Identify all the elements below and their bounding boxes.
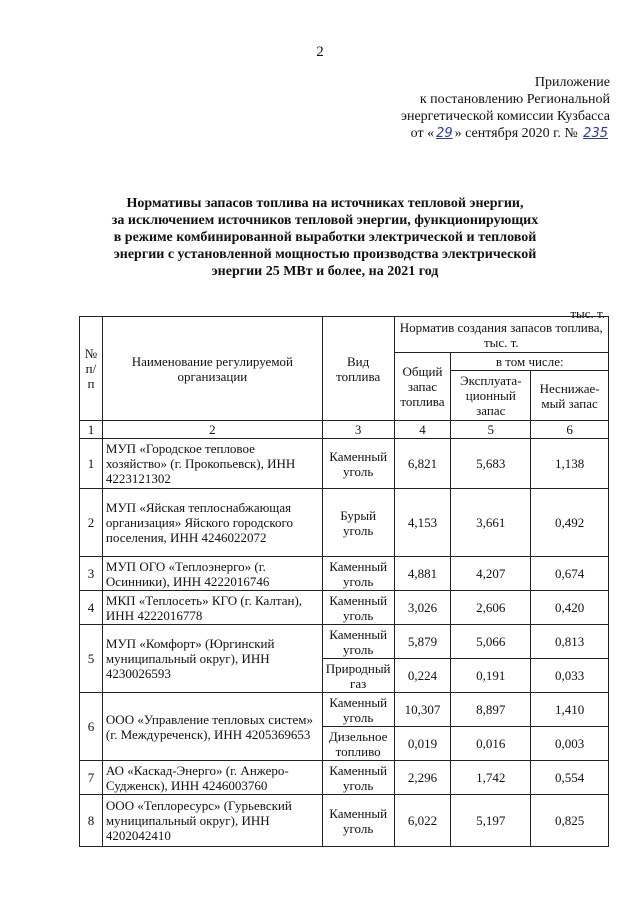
row-fuel: Каменный уголь (322, 795, 394, 847)
row-total: 5,879 (394, 625, 451, 659)
row-total: 4,153 (394, 489, 451, 557)
row-total: 2,296 (394, 761, 451, 795)
col-number: 6 (531, 421, 609, 439)
table-row (80, 439, 609, 489)
row-reserve: 0,033 (531, 659, 609, 693)
row-operational: 8,897 (451, 693, 531, 727)
row-num: 7 (80, 761, 103, 795)
title-line: Нормативы запасов топлива на источниках тепловой энергии, (126, 196, 524, 211)
row-fuel: Каменный уголь (322, 625, 394, 659)
row-fuel: Каменный уголь (322, 591, 394, 625)
header-total: Общий запас топлива (394, 353, 451, 421)
row-operational: 1,742 (451, 761, 531, 795)
title-line: энергии с установленной мощностью производства электрической (113, 247, 537, 262)
row-operational: 0,016 (451, 727, 531, 761)
row-fuel: Каменный уголь (322, 761, 394, 795)
table-row (80, 591, 609, 625)
table-row (80, 761, 609, 795)
row-total: 0,019 (394, 727, 451, 761)
appendix-line: энергетической комиссии Кузбасса (400, 109, 610, 124)
row-reserve: 0,674 (531, 557, 609, 591)
col-number: 5 (451, 421, 531, 439)
row-org: МУП «Комфорт» (Юргинский муниципальный округ), ИНН 4230026593 (102, 625, 322, 693)
row-operational: 4,207 (451, 557, 531, 591)
row-reserve: 0,554 (531, 761, 609, 795)
row-total: 0,224 (394, 659, 451, 693)
table-row (80, 795, 609, 847)
row-total: 3,026 (394, 591, 451, 625)
col-number: 4 (394, 421, 451, 439)
row-reserve: 1,410 (531, 693, 609, 727)
row-total: 4,881 (394, 557, 451, 591)
title-line: энергии 25 МВт и более, на 2021 год (211, 264, 439, 279)
col-number: 3 (322, 421, 394, 439)
row-reserve: 0,492 (531, 489, 609, 557)
row-org: МУП «Городское тепловое хозяйство» (г. Прокопьевск), ИНН 4223121302 (102, 439, 322, 489)
row-reserve: 0,420 (531, 591, 609, 625)
row-fuel: Бурый уголь (322, 489, 394, 557)
document-title (95, 195, 555, 280)
table-row (80, 625, 609, 659)
fuel-norms-table (79, 316, 609, 847)
row-fuel: Каменный уголь (322, 693, 394, 727)
header-org: Наименование регулируемой организации (102, 317, 322, 421)
table-row (80, 557, 609, 591)
table-row (80, 693, 609, 727)
appendix-line: к постановлению Региональной (419, 92, 610, 107)
row-num: 2 (80, 489, 103, 557)
row-operational: 2,606 (451, 591, 531, 625)
table-row (80, 489, 609, 557)
page-number: 2 (316, 44, 324, 60)
row-org: МУП ОГО «Теплоэнерго» (г. Осинники), ИНН 4222016746 (102, 557, 322, 591)
row-num: 4 (80, 591, 103, 625)
handwritten-doc-number: 235 (583, 126, 608, 141)
row-org: МУП «Яйская теплоснабжающая организация» Яйского городского поселения, ИНН 4246022072 (102, 489, 322, 557)
row-org: ООО «Теплоресурс» (Гурьевский муниципальный округ), ИНН 4202042410 (102, 795, 322, 847)
row-org: ООО «Управление тепловых систем» (г. Междуреченск), ИНН 4205369653 (102, 693, 322, 761)
header-norm-group: Норматив создания запасов топлива, тыс. т. (394, 317, 608, 353)
handwritten-day: 29 (436, 126, 453, 141)
row-num: 5 (80, 625, 103, 693)
title-line: за исключением источников тепловой энергии, функционирующих (111, 213, 539, 228)
row-reserve: 1,138 (531, 439, 609, 489)
row-num: 3 (80, 557, 103, 591)
row-reserve: 0,003 (531, 727, 609, 761)
row-reserve: 0,813 (531, 625, 609, 659)
date-mid: » сентября 2020 г. № (454, 126, 578, 141)
row-total: 10,307 (394, 693, 451, 727)
row-org: АО «Каскад-Энерго» (г. Анжеро-Судженск), ИНН 4246003760 (102, 761, 322, 795)
row-fuel: Каменный уголь (322, 439, 394, 489)
appendix-block (360, 74, 610, 142)
date-prefix: от « (410, 126, 435, 141)
unit-label: тыс. т. (570, 306, 605, 321)
row-fuel: Природный газ (322, 659, 394, 693)
column-number-row (80, 421, 609, 439)
row-num: 6 (80, 693, 103, 761)
row-reserve: 0,825 (531, 795, 609, 847)
row-org: МКП «Теплосеть» КГО (г. Калтан), ИНН 4222016778 (102, 591, 322, 625)
row-fuel: Дизельное топливо (322, 727, 394, 761)
appendix-line: Приложение (534, 75, 610, 90)
row-operational: 3,661 (451, 489, 531, 557)
appendix-date-line (360, 125, 610, 142)
row-operational: 5,683 (451, 439, 531, 489)
row-operational: 0,191 (451, 659, 531, 693)
header-num: № п/п (80, 317, 103, 421)
col-number: 1 (80, 421, 103, 439)
col-number: 2 (102, 421, 322, 439)
row-total: 6,022 (394, 795, 451, 847)
header-reserve: Неснижае-мый запас (531, 371, 609, 421)
header-fuel-type: Вид топлива (322, 317, 394, 421)
header-including: в том числе: (451, 353, 609, 371)
row-operational: 5,066 (451, 625, 531, 659)
row-fuel: Каменный уголь (322, 557, 394, 591)
row-operational: 5,197 (451, 795, 531, 847)
title-line: в режиме комбинированной выработки электрической и тепловой (113, 230, 537, 245)
header-operational: Эксплуата-ционный запас (451, 371, 531, 421)
row-total: 6,821 (394, 439, 451, 489)
row-num: 1 (80, 439, 103, 489)
row-num: 8 (80, 795, 103, 847)
